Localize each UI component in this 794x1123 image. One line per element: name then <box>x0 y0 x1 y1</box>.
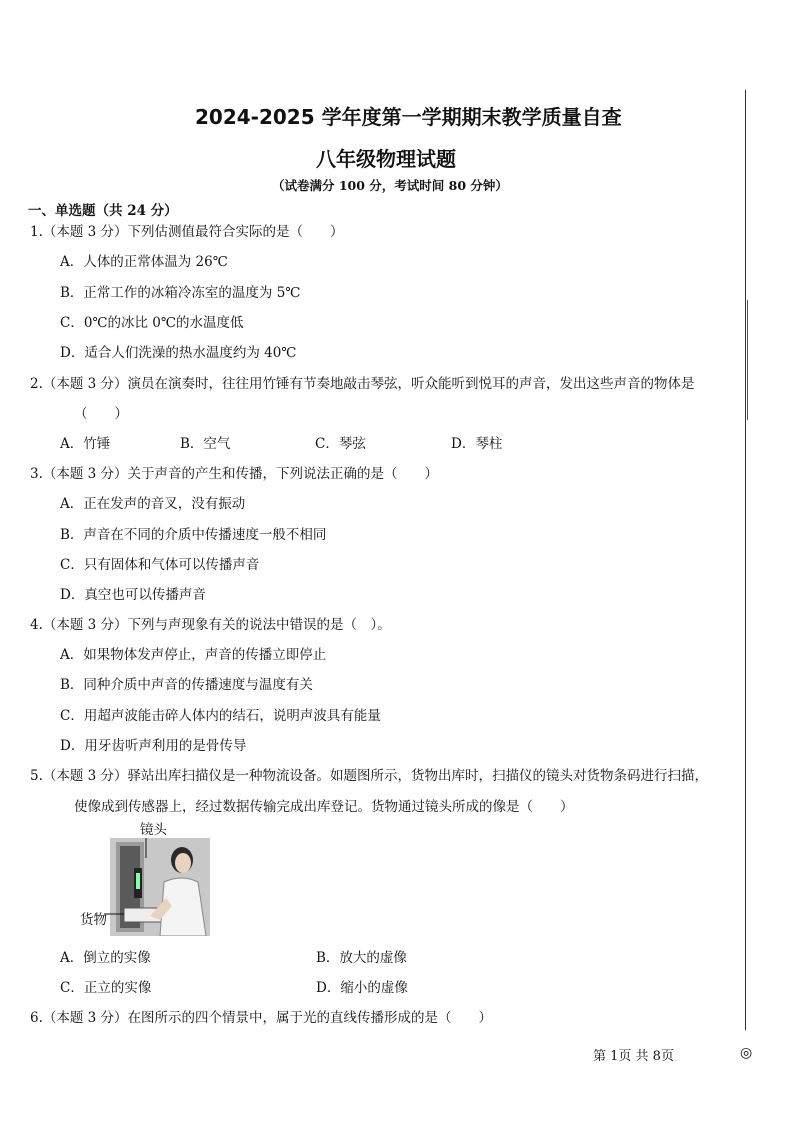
exam-subtitle: 八年级物理试题 <box>316 147 456 171</box>
binding-line-segment <box>747 300 748 420</box>
question-1-option-b: B．正常工作的冰箱冷冻室的温度为 5℃ <box>60 285 301 301</box>
question-5-option-d: D．缩小的虚像 <box>316 980 408 996</box>
question-4-stem: 4.（本题 3 分）下列与声现象有关的说法中错误的是（ ）。 <box>30 617 391 633</box>
question-4-option-b: B．同种介质中声音的传播速度与温度有关 <box>60 677 313 693</box>
circle-mark-icon: ◎ <box>740 1045 753 1061</box>
question-2-option-b: B．空气 <box>180 436 231 452</box>
question-2-option-c: C．琴弦 <box>315 436 366 452</box>
question-3-option-a: A．正在发声的音叉，没有振动 <box>60 496 246 512</box>
question-2-option-a: A．竹锤 <box>60 436 111 452</box>
question-1-option-c: C．0℃的冰比 0℃的水温度低 <box>60 315 244 331</box>
exam-title: 2024-2025 学年度第一学期期末教学质量自查 <box>195 105 622 129</box>
question-1-option-d: D．适合人们洗澡的热水温度约为 40℃ <box>60 345 297 361</box>
binding-line <box>745 90 746 1030</box>
question-3-option-d: D．真空也可以传播声音 <box>60 587 206 603</box>
question-3-option-c: C．只有固体和气体可以传播声音 <box>60 557 260 573</box>
question-5-stem: 5.（本题 3 分）驿站出库扫描仪是一种物流设备。如题图所示，货物出库时，扫描仪的镜头对货物条码进行扫描， <box>30 768 709 784</box>
figure-label-goods: 货物 <box>80 912 107 928</box>
question-3-option-b: B．声音在不同的介质中传播速度一般不相同 <box>60 527 327 543</box>
question-5-option-b: B．放大的虚像 <box>316 950 407 966</box>
question-5-option-c: C．正立的实像 <box>60 980 152 996</box>
question-5-stem-cont: 使像成到传感器上，经过数据传输完成出库登记。货物通过镜头所成的像是（ ） <box>74 799 574 815</box>
exam-note: （试卷满分 100 分，考试时间 80 分钟） <box>272 178 508 193</box>
scanner-figure <box>110 838 210 936</box>
question-5-option-a: A．倒立的实像 <box>60 950 151 966</box>
question-4-option-a: A．如果物体发声停止，声音的传播立即停止 <box>60 647 327 663</box>
question-1-option-a: A．人体的正常体温为 26℃ <box>60 254 228 270</box>
figure-label-lens: 镜头 <box>140 822 167 838</box>
question-3-stem: 3.（本题 3 分）关于声音的产生和传播，下列说法正确的是（ ） <box>30 466 439 482</box>
question-6-stem: 6.（本题 3 分）在图所示的四个情景中，属于光的直线传播形成的是（ ） <box>30 1010 493 1026</box>
question-1-stem: 1.（本题 3 分）下列估测值最符合实际的是（ ） <box>30 224 344 240</box>
question-4-option-d: D．用牙齿听声利用的是骨传导 <box>60 738 247 754</box>
section-heading: 一、单选题（共 24 分） <box>28 203 178 219</box>
question-4-option-c: C．用超声波能击碎人体内的结石，说明声波具有能量 <box>60 708 381 724</box>
goods-pointer-line <box>104 912 124 916</box>
question-2-option-d: D．琴柱 <box>451 436 503 452</box>
question-2-stem: 2.（本题 3 分）演员在演奏时，往往用竹锤有节奏地敲击琴弦，听众能听到悦耳的声音，发出这些声音的物体是 <box>30 376 695 392</box>
question-2-stem-cont: （ ） <box>74 406 128 422</box>
page-number: 第 1页 共 8页 <box>593 1049 674 1064</box>
